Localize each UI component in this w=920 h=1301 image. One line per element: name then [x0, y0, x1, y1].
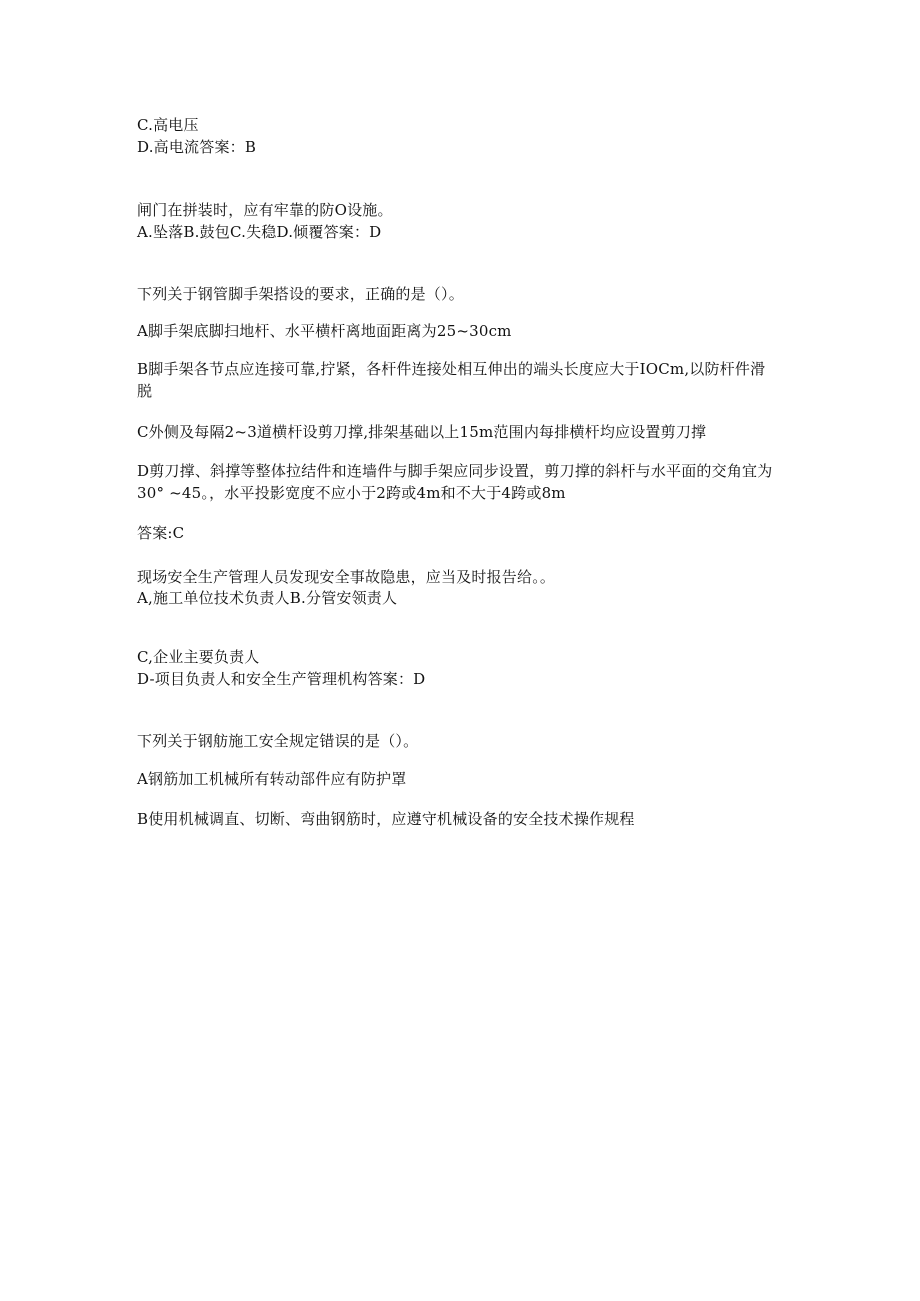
option-d-text: D剪刀撑、斜撑等整体拉结件和连墙件与脚手架应同步设置，剪刀撑的斜杆与水平面的交角宜为30° ~45。，水平投影宽度不应小于2跨或4m和不大于4跨或8m — [137, 462, 773, 502]
question-text: 下列关于钢舫施工安全规定错误的是（）。 — [137, 732, 419, 750]
option-a-text: A钢筋加工机械所有转动部件应有防护罩 — [137, 770, 407, 788]
option-b-text: B脚手架各节点应连接可靠,拧紧，各杆件连接处相互伸出的端头长度应大于IOCm,以防杆件滑脱 — [137, 360, 766, 400]
answer-text: 答案:C — [137, 524, 185, 542]
question-text: 闸门在拼装时，应有牢靠的防O设施。 — [137, 201, 393, 219]
question-text: 现场安全生产管理人员发现安全事故隐患，应当及时报告给。。 — [137, 568, 556, 586]
option-c-text: C外侧及每隔2~3道横杆设剪刀撑,排架基础以上15m范围内每排横杆均应设置剪刀撑 — [137, 423, 707, 441]
options-text: A,施工单位技术负责人B.分管安领责人 — [137, 589, 398, 607]
question-text: 下列关于钢管脚手架搭设的要求，正确的是（）。 — [137, 285, 464, 303]
option-b-text: B使用机械调直、切断、弯曲钢筋时，应遵守机械设备的安全技术操作规程 — [137, 810, 635, 828]
option-d-answer-text: D.高电流答案：B — [137, 138, 257, 156]
options-answer-text: A.坠落B.鼓包C.失稳D.倾覆答案：D — [137, 223, 382, 241]
option-c-text: C,企业主要负责人 — [137, 648, 260, 666]
option-c-text: C.高电压 — [137, 116, 199, 134]
option-d-answer-text: D-项目负责人和安全生产管理机构答案：D — [137, 670, 426, 688]
option-a-text: A脚手架底脚扫地杆、水平横杆离地面距离为25~30cm — [137, 322, 512, 340]
